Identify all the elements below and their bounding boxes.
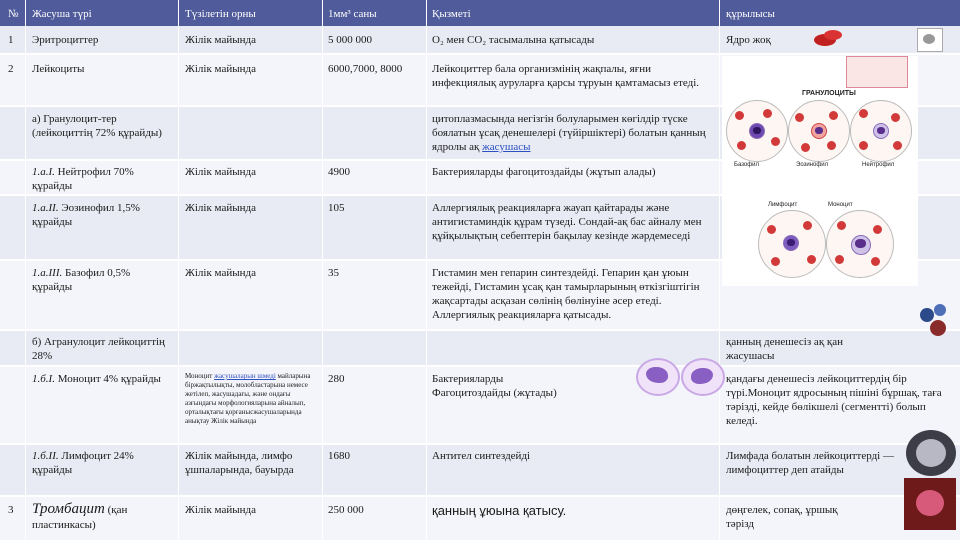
molecule-image	[916, 300, 956, 340]
header-structure: құрылысы	[726, 8, 775, 20]
cell-function: Аллергиялық реакцияларға жауап қайтарады және антигистаминдік құрам түзеді. Сондай-ақ бас айналу мен құйқылықтың себептерін бақылау кезінде жәрдемеседі	[432, 202, 702, 242]
cell-type: Лейкоциты	[32, 63, 85, 75]
figure-label: Эозинофил	[796, 162, 829, 168]
platelet-image	[904, 478, 956, 530]
neutrophil-circle	[850, 100, 912, 162]
cell-structure: қандағы денешесіз лейкоциттердің бір түрі.Моноцит ядросының пішіні бұршақ, таға тәрізді, кейде бөлікшелі (сегментті) болып келеді.	[726, 373, 942, 427]
row-number: 3	[8, 504, 14, 516]
monocyte-image-2	[681, 358, 725, 396]
cell-type: 1.б.І. Моноцит 4% құрайды	[32, 373, 161, 385]
cell-thumbnail-icon	[917, 28, 943, 52]
cell-function: Лейкоциттер бала организмінің жақпалы, яғни инфекциялық ауруларға қарсы тұруын қамтамасыз етеді.	[432, 63, 700, 89]
cell-function: Гистамин мен гепарин синтездейді. Гепарин қан ұюын тежейді, Гистамин ұсақ қан тамырларының өткізгіштігін жақсартады асқазан сөлінің бөлінуіне әсер етеді. Аллергиялық реакцияларға қатысады.	[432, 267, 700, 321]
cell-count: 4900	[328, 166, 350, 178]
figure-label: Нейтрофил	[862, 162, 895, 168]
basophil-circle	[726, 100, 788, 162]
cell-count: 105	[328, 202, 345, 214]
cell-type: 1.а.ІІ. Эозинофил 1,5% құрайды	[32, 202, 140, 228]
cell-count: 250 000	[328, 504, 364, 516]
figure-label: Моноцит	[828, 202, 853, 208]
eosinophil-circle	[788, 100, 850, 162]
cell-count: 280	[328, 373, 345, 385]
monocyte-image-1	[636, 358, 680, 396]
cell-location: Жілік майында	[185, 202, 256, 214]
cell-type: Тромбацит (қан пластинкасы)	[32, 501, 128, 531]
cell-function: О₂ мен СО₂ тасымалына қатысады	[432, 34, 595, 46]
cell-count: 35	[328, 267, 339, 279]
cell-location: Жілік майында	[185, 63, 256, 75]
monocyte-circle	[826, 210, 894, 278]
cell-structure: қанның денешесіз ақ қан жасушасы	[726, 336, 844, 362]
cell-count: 6000,7000, 8000	[328, 63, 403, 75]
cell-location: Моноцит жасушаларын шмеді майларына біржақтылықты, молобластарына немесе жетілеп, жасушадағы, және ондағы азғындағы морфологияларына айналып, орталықтағы қорғанысжасушаларында анықтау Жілік майында	[185, 372, 311, 425]
lymphocyte-circle	[758, 210, 826, 278]
row-number: 2	[8, 63, 14, 75]
cell-function: Бактерияларды фагоцитоздайды (жұтып алады)	[432, 166, 656, 178]
granulocytes-figure	[722, 56, 918, 286]
row-number: 1	[8, 34, 14, 46]
header-type: Жасуша түрі	[32, 8, 92, 20]
header-no: №	[8, 8, 19, 20]
cell-location: Жілік майында	[185, 504, 256, 516]
cell-location: Жілік майында	[185, 166, 256, 178]
figure-title: ГРАНУЛОЦИТЫ	[802, 90, 856, 97]
lymphocyte-image	[906, 430, 956, 476]
cell-count: 5 000 000	[328, 34, 372, 46]
link-cell[interactable]: жасушаларын шмеді	[214, 372, 276, 380]
cell-location: Жілік майында	[185, 267, 256, 279]
cell-structure: дөңгелек, сопақ, ұршық тәрізд	[726, 504, 838, 530]
cell-function: цитоплазмасында негізгін болуларымен көгілдір түске боялатын ұсақ денешелері (түйіршіктері) болатын қанның ядролы ақ жасушасы	[432, 113, 706, 153]
erythrocyte-image	[812, 28, 846, 50]
cell-type: б) Агранулоцит лейкоциттің 28%	[32, 336, 165, 362]
figure-header-strip	[846, 56, 908, 88]
header-count: 1мм³ саны	[328, 8, 377, 20]
header-function: Қызметі	[432, 8, 471, 20]
cell-structure: Лимфада болатын лейкоциттерді — лимфоциттер деп атайды	[726, 450, 894, 476]
cell-location: Жілік майында	[185, 34, 256, 46]
cell-structure: Ядро жоқ	[726, 34, 771, 46]
cell-type: 1.б.ІІ. Лимфоцит 24% құрайды	[32, 450, 134, 476]
cell-function: қанның ұюына қатысу.	[432, 503, 567, 518]
cell-type: Эритроциттер	[32, 34, 99, 46]
figure-label: Базофил	[734, 162, 760, 168]
link-cell[interactable]: жасушасы	[482, 141, 531, 153]
cell-count: 1680	[328, 450, 350, 462]
cell-function: Антител синтездейді	[432, 450, 531, 462]
cell-type: 1.а.ІІІ. Базофил 0,5% құрайды	[32, 267, 131, 293]
cell-type: а) Гранулоцит-тер (лейкоциттің 72% құрайды)	[32, 113, 162, 139]
cell-function: Бактерияларды Фагоцитоздайды (жұтады)	[432, 373, 557, 399]
cell-type: 1.а.І. Нейтрофил 70% құрайды	[32, 166, 134, 192]
cell-location: Жілік майында, лимфо ұшпаларында, бауырда	[185, 450, 294, 476]
table-header	[0, 0, 960, 26]
header-location: Түзілетін орны	[185, 8, 256, 20]
figure-label: Лимфоцит	[768, 202, 798, 208]
